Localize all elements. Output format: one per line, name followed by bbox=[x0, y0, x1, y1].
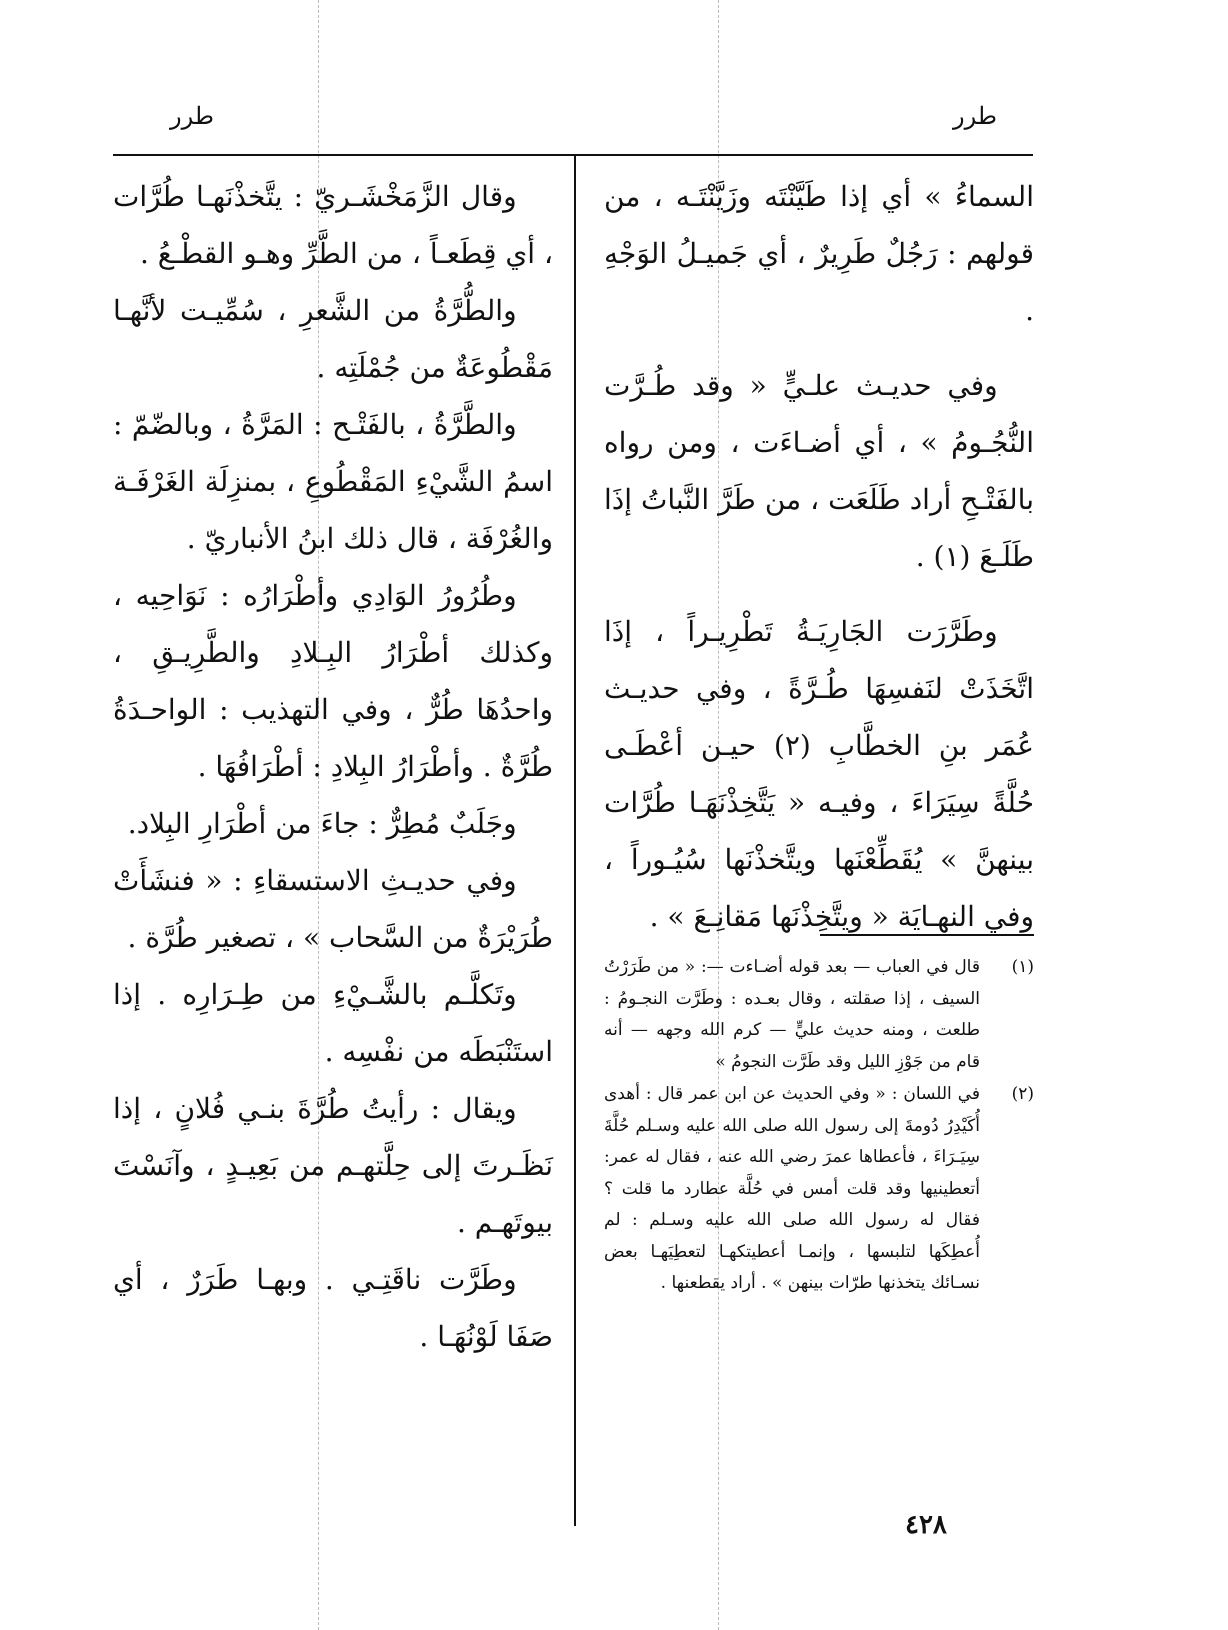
entry-paragraph: السماءُ » أي إذا طَيَّنْتَه وزَيَّنْتَـه ، من قولهم : رَجُلٌ طَرِيرٌ ، أي جَميـلُ الوَجْهِ . bbox=[604, 180, 1034, 327]
running-header-left: طرر bbox=[170, 102, 214, 130]
entry-paragraph: وجَلَبٌ مُطِرٌّ : جاءَ من أطْرَارِ البِلاد. bbox=[127, 807, 517, 840]
entry-paragraph: وفي حديـث علـيٍّ « وقد طُـرَّت النُّجُـومُ » ، أي أضـاءَت ، ومن رواه بالفَتْـحِ أراد طَلَعَت ، من طَرَّ النَّباتُ إذَا طَلَـعَ (١) . bbox=[604, 369, 1034, 573]
header-rule bbox=[113, 154, 1033, 156]
footnote-text: في اللسان : « وفي الحديث عن ابن عمر قال : أهدى أُكَيْدِرُ دُومةَ إلى رسول الله صلى الله عليه وسـلم حُلَّةَ سِيَـرَاءَ ، فأعطاها عمرَ رضي الله عنه ، فقال له عمر: أتعطينيها وقد قلت أمس في حُلَّة عطارد ما قلت ؟ فقال له رسول الله صلى الله عليه وسـلم : لم أُعطِكَها لتلبسها ، وإنمـا أعطيتكهـا لتعطِيَهـا بعض نسـائك يتخذنها طرّات بينهن » . أراد يقطعنها . bbox=[604, 1084, 980, 1293]
entry-paragraph: والطَّرَّةُ ، بالفَتْـح : المَرَّةُ ، وبالضّمّ : اسمُ الشَّيْءِ المَقْطُوعِ ، بمنزِلَة الغَرْفَـة والغُرْفَة ، قال ذلك ابنُ الأنباريّ . bbox=[113, 408, 553, 555]
entry-paragraph: والطُّرَّةُ من الشَّعرِ ، سُمِّيـت لأنَّهـا مَقْطُوعَةٌ من جُمْلَتِه . bbox=[113, 294, 553, 384]
footnote bbox=[604, 1079, 1034, 1300]
footnote bbox=[604, 952, 1034, 1078]
footnote-number: (١) bbox=[1011, 957, 1034, 977]
entry-paragraph: وطَرَّت ناقَتِـي . وبهـا طَرَرٌ ، أي صَفَا لَوْنُهَـا . bbox=[113, 1263, 553, 1353]
footnote-text: قال في العباب — بعد قوله أضـاءت —: « من طَرَرْتُ السيف ، إذا صقلته ، وقال بعـده : وطَرَّت النجـومُ : طلعت ، ومنه حديث عليٍّ — كرم الله وجهه — أنه قام من جَوْزِ الليل وقد طَرَّت النجومُ » bbox=[604, 957, 980, 1072]
entry-paragraph: ويقال : رأيتُ طُرَّةَ بنـي فُلانٍ ، إذا نَظَـرتَ إلى حِلَّتهـم من بَعِيـدٍ ، وآنَسْتَ بيوتَهـم . bbox=[113, 1092, 553, 1239]
entry-paragraph: وقال الزَّمَخْشَـريّ : يتَّخذْنَهـا طُرَّات ، أي قِطَعـاً ، من الطَّرِّ وهـو القطْـعُ . bbox=[113, 180, 553, 270]
entry-paragraph: وفي حديـثِ الاستسقاءِ : « فنشَأَتْ طُرَيْرَةٌ من السَّحاب » ، تصغير طُرَّة . bbox=[113, 864, 553, 954]
left-column bbox=[113, 168, 553, 1365]
entry-paragraph: وتَكلَّـم بالشَّـيْءِ من طِـرَارِه . إذا استَنْبَطَه من نفْسِه . bbox=[113, 978, 553, 1068]
right-column bbox=[604, 168, 1034, 945]
footnote-rule bbox=[820, 934, 1034, 936]
entry-paragraph: وطَرَّرَت الجَارِيَـةُ تَطْرِيـراً ، إذَا اتَّخَذَتْ لنَفسِهَا طُـرَّةً ، وفي حديـث عُمَر بنِ الخطَّابِ (٢) حيـن أعْطَـى حُلَّةً سِيَرَاءَ ، وفيـه « يَتَّخِذْنَهَـا طُرَّات بينهنَّ » يُقَطِّعْنَها ويتَّخذْنَها سُيُـوراً ، وفي النهـايَة « ويتَّخِذْنَها مَقانِـعَ » . bbox=[604, 615, 1035, 933]
footnote-number: (٢) bbox=[1011, 1084, 1034, 1104]
running-header-right: طرر bbox=[953, 102, 997, 130]
column-divider bbox=[574, 156, 576, 1526]
entry-paragraph: وطُرُورُ الوَادِي وأطْرَارُه : نَوَاحِيه ، وكذلك أطْرَارُ البِـلادِ والطَّرِيـقِ ، واحدُهَا طُرٌّ ، وفي التهذيب : الواحـدَةُ طُرَّةٌ . وأطْرَارُ البِلادِ : أطْرَافُهَا . bbox=[113, 579, 553, 783]
footnotes bbox=[604, 952, 1034, 1301]
page-number: ٤٢٨ bbox=[905, 1510, 947, 1540]
